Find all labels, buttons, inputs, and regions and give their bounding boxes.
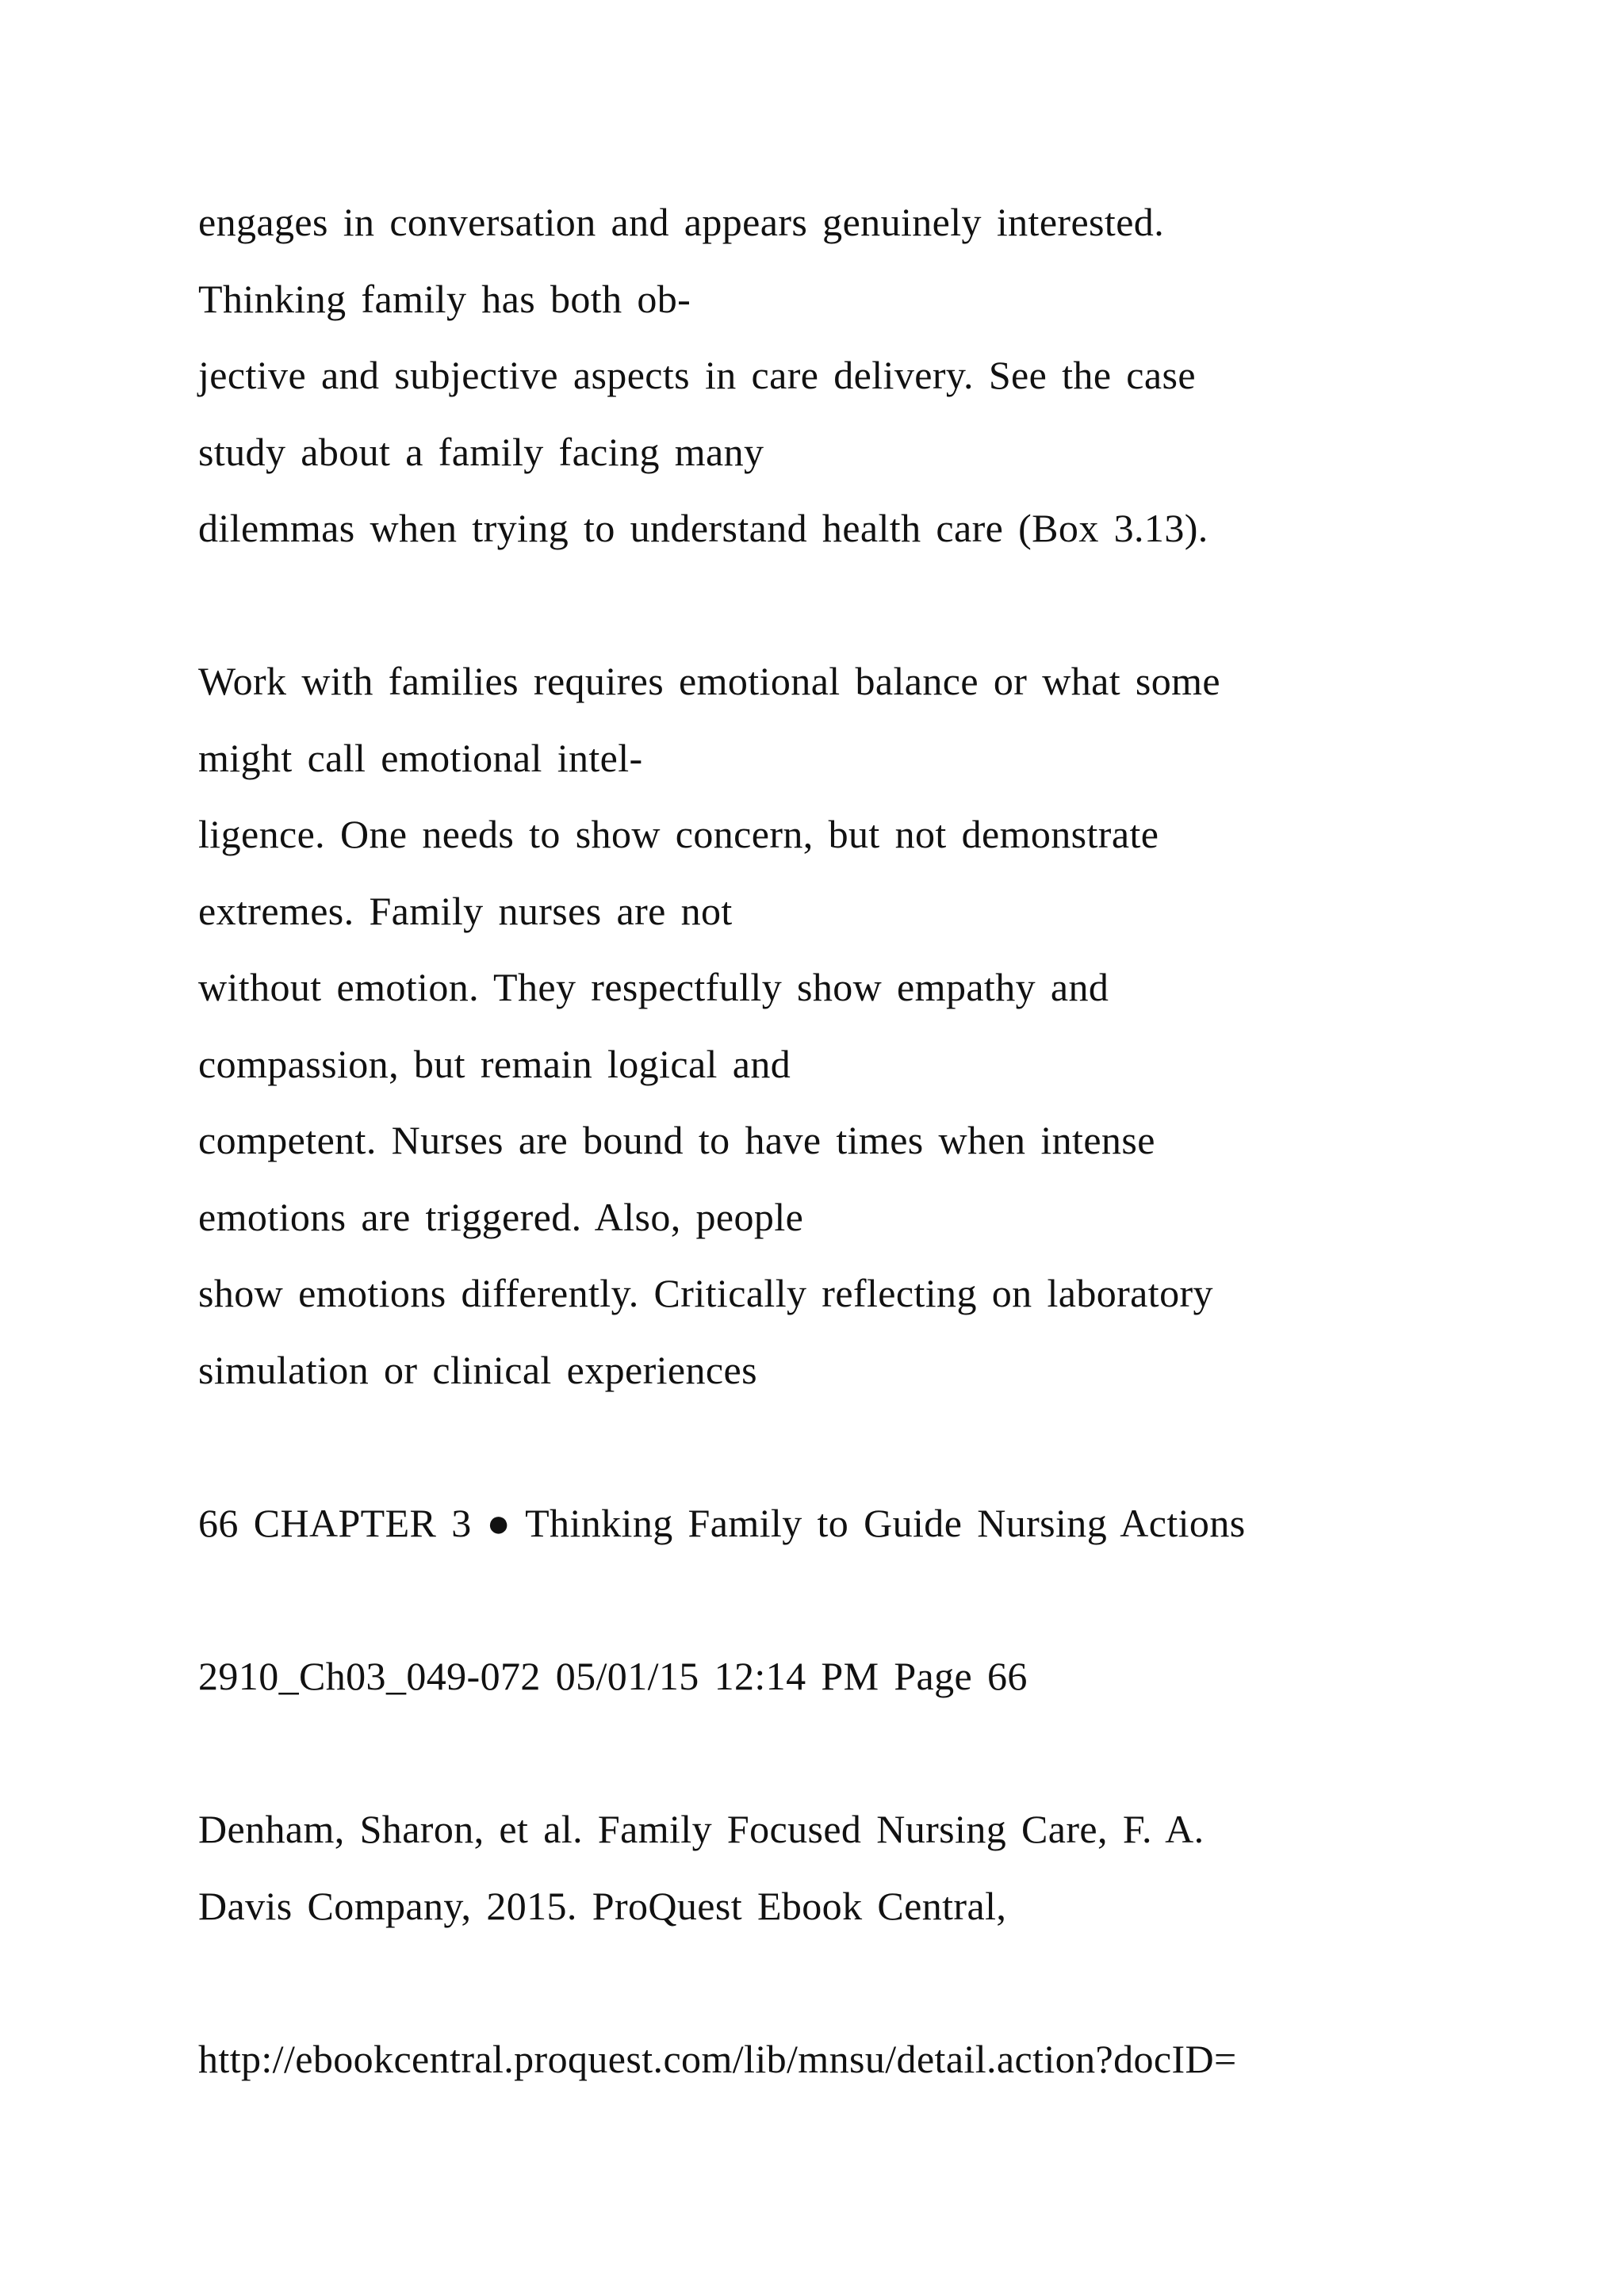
text-line: might call emotional intel- xyxy=(198,736,643,780)
text-line: extremes. Family nurses are not xyxy=(198,889,733,933)
text-line: competent. Nurses are bound to have times when intense xyxy=(198,1118,1155,1162)
running-footer: 66 CHAPTER 3 ● Thinking Family to Guide Nursing Actions xyxy=(198,1501,1246,1545)
text-line: ligence. One needs to show concern, but not demonstrate xyxy=(198,812,1159,856)
text-line: Work with families requires emotional balance or what some xyxy=(198,659,1221,703)
file-stamp: 2910_Ch03_049-072 05/01/15 12:14 PM Page 66 xyxy=(198,1654,1028,1698)
text-line: emotions are triggered. Also, people xyxy=(198,1195,804,1239)
citation-line: Denham, Sharon, et al. Family Focused Nursing Care, F. A. xyxy=(198,1807,1205,1851)
text-line: Thinking family has both ob- xyxy=(198,277,691,321)
text-line: compassion, but remain logical and xyxy=(198,1042,791,1086)
text-line: study about a family facing many xyxy=(198,430,764,474)
text-line: dilemmas when trying to understand health care (Box 3.13). xyxy=(198,506,1208,550)
text-line: jective and subjective aspects in care delivery. See the case xyxy=(198,353,1196,397)
text-line: engages in conversation and appears genuinely interested. xyxy=(198,200,1165,244)
text-line: show emotions differently. Critically reflecting on laboratory xyxy=(198,1271,1213,1315)
citation-line: Davis Company, 2015. ProQuest Ebook Central, xyxy=(198,1884,1007,1928)
text-line: without emotion. They respectfully show empathy and xyxy=(198,965,1109,1009)
source-url[interactable]: http://ebookcentral.proquest.com/lib/mnsu/detail.action?docID= xyxy=(198,2037,1237,2081)
text-line: simulation or clinical experiences xyxy=(198,1348,757,1392)
